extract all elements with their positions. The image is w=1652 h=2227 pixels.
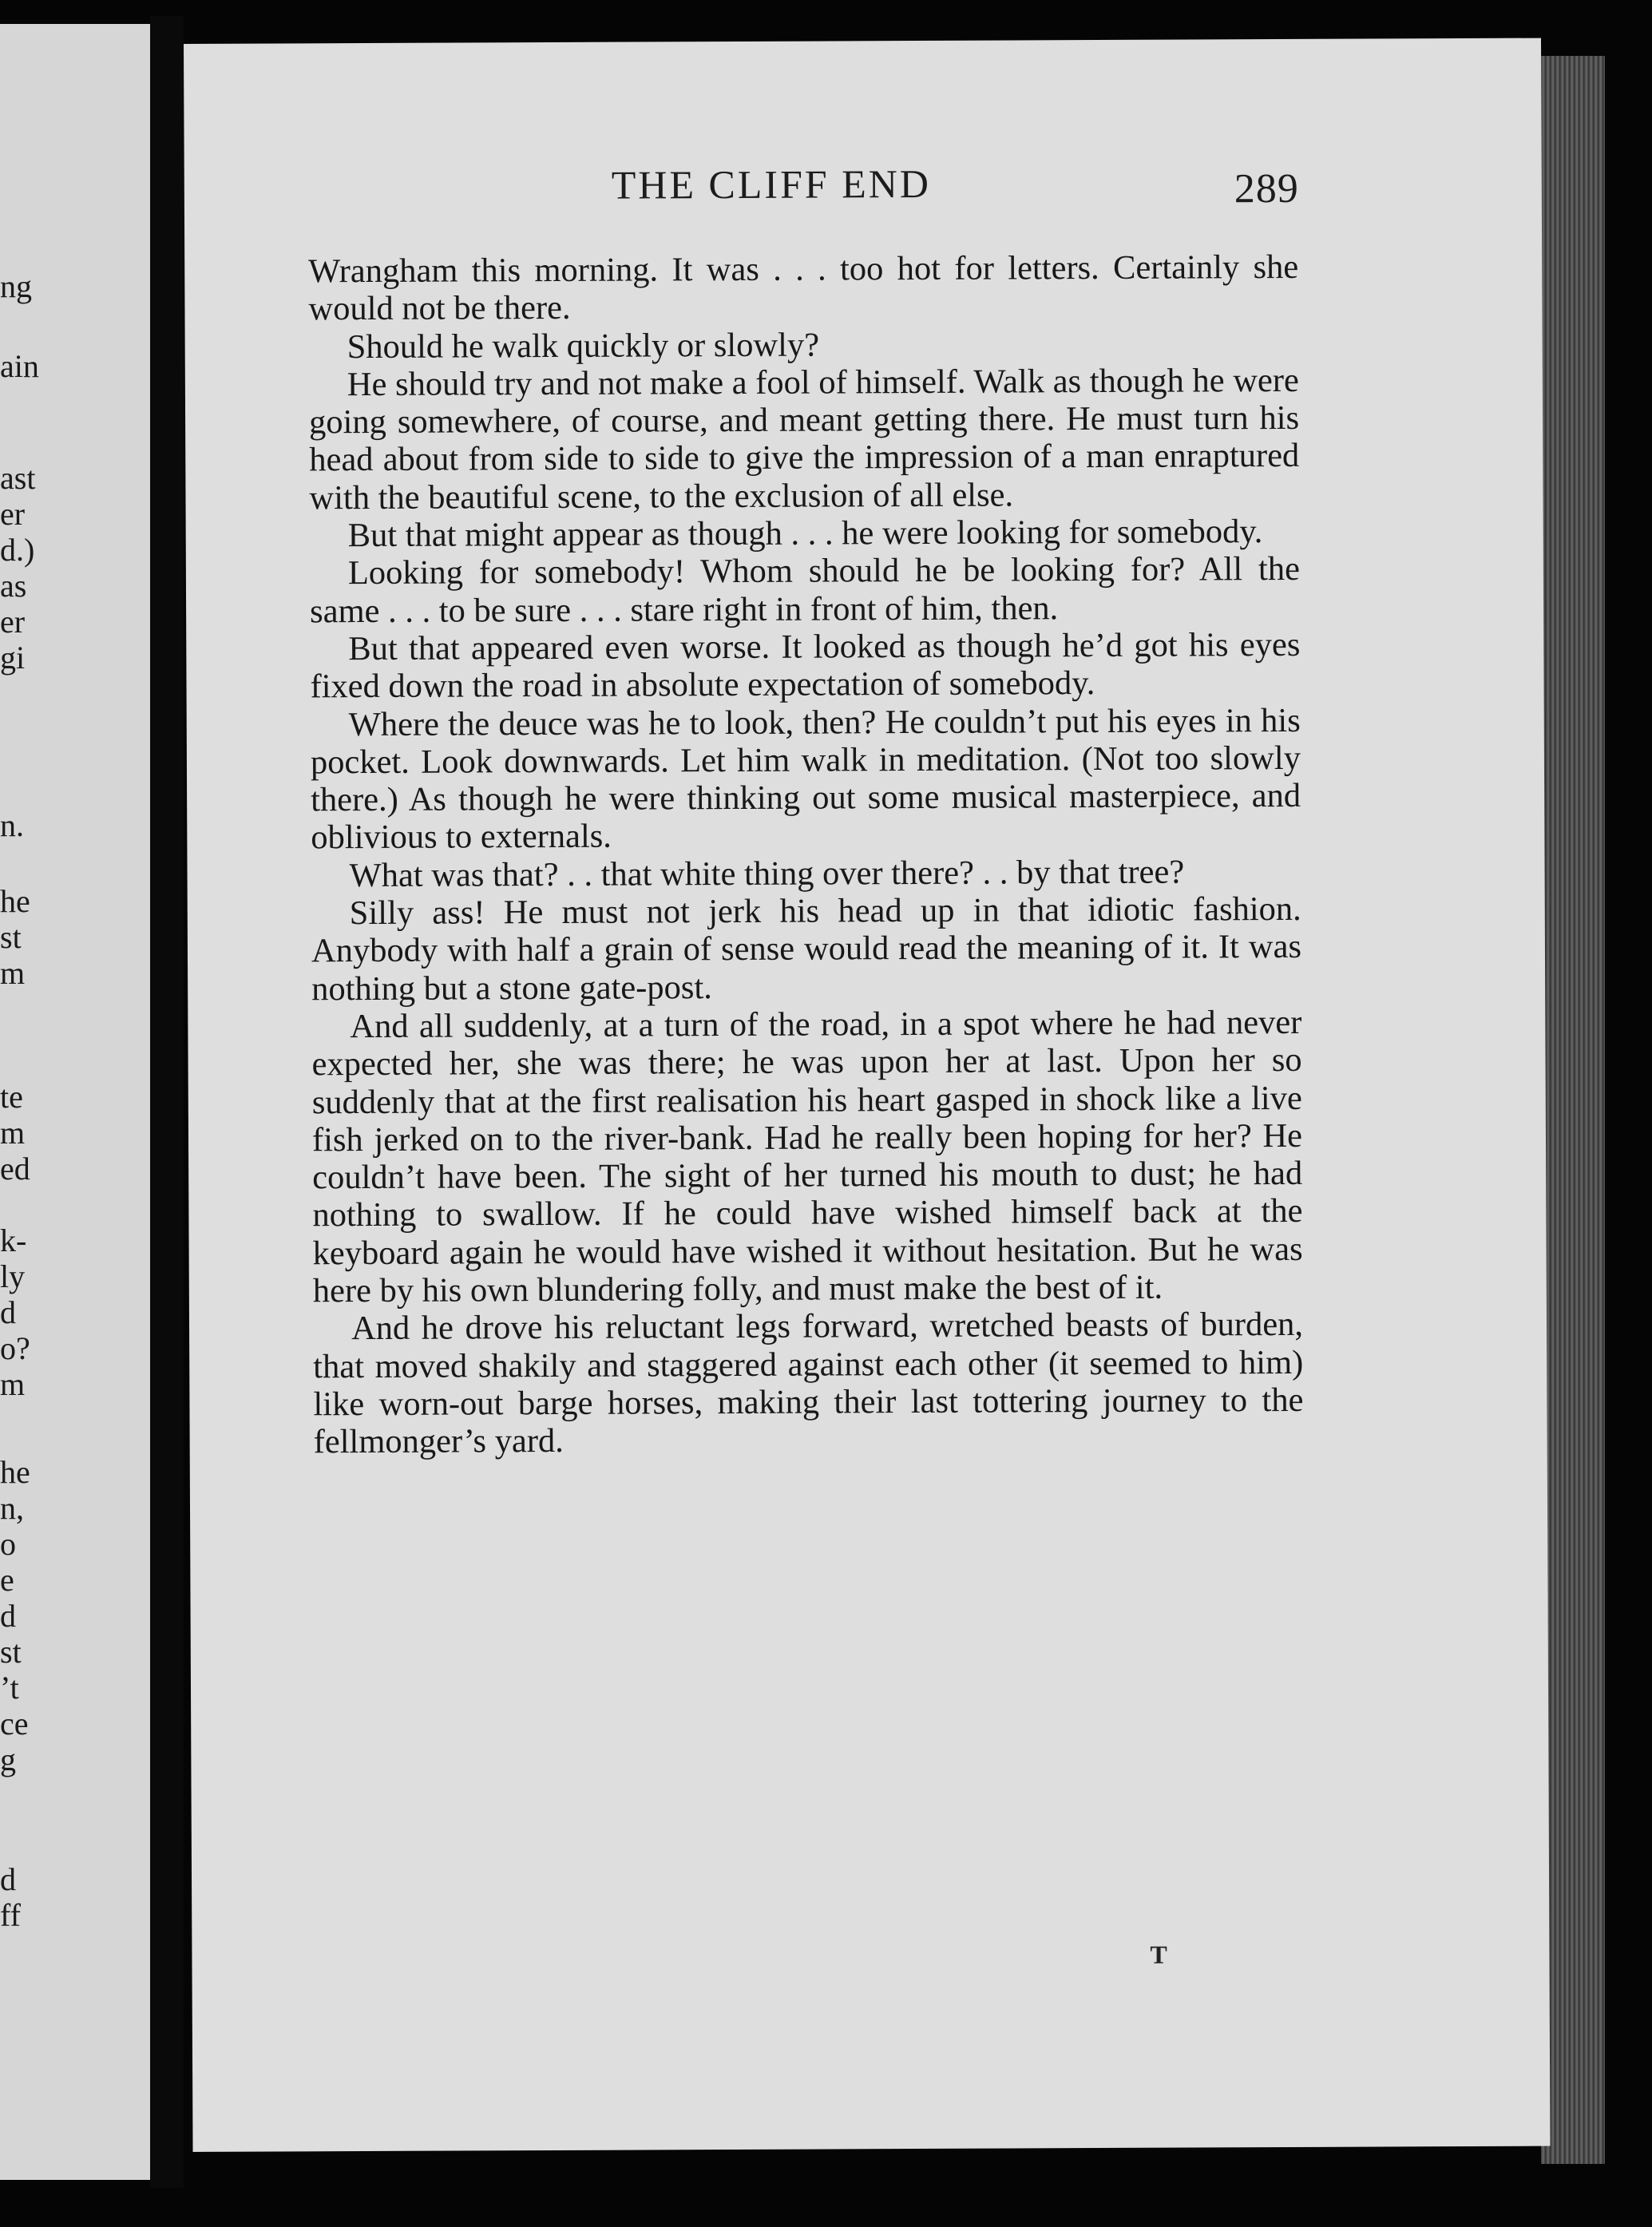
left-page-fragment: he [0, 883, 30, 919]
paragraph: Wrangham this morning. It was . . . too hot for letters. Certainly she would not be there. [308, 248, 1299, 328]
paragraph: Silly ass! He must not jerk his head up in that idiotic fashion. Anybody with half a grain of sense would read the meaning of it. It was nothing but a stone gate-post. [311, 890, 1302, 1008]
left-page-fragment: ly [0, 1258, 26, 1294]
left-page-fragment: ’t [0, 1670, 19, 1706]
left-page-fragment: ng [0, 268, 32, 304]
left-page-fragment: ff [0, 1897, 21, 1933]
left-page-fragment: n. [0, 807, 24, 843]
left-page-fragment: ce [0, 1706, 29, 1742]
left-page-text-fragments [0, 24, 48, 2180]
book-page [184, 38, 1551, 2152]
left-page-fragment: m [0, 1115, 26, 1151]
running-head [184, 158, 1542, 212]
left-page-fragment: as [0, 568, 27, 604]
left-page-fragment: te [0, 1079, 23, 1115]
left-page-fragment: ast [0, 460, 36, 496]
paragraph: He should try and not make a fool of himself. Walk as though he were going somewhere, of course, and meant getting there. He must turn his head about from side to side to give the impression of a man enraptured with the beautiful scene, to the exclusion of all else. [308, 361, 1300, 517]
left-page-fragment: o? [0, 1330, 30, 1366]
paragraph: Should he walk quickly or slowly? [347, 326, 820, 366]
left-page-fragment: st [0, 919, 22, 955]
left-page-fragment: er [0, 604, 26, 640]
left-page-fragment: m [0, 1366, 26, 1402]
paragraph: And he drove his reluctant legs forward, wretched beasts of burden, that moved shakily and staggered against each other (it seemed to him) like worn-out barge horses, making their last tottering journey to the fellmonger’s yard. [313, 1306, 1304, 1461]
left-page-fragment: o [0, 1526, 16, 1562]
paragraph: What was that? . . that white thing over there? . . by that tree? [349, 853, 1185, 894]
left-page-fragment: st [0, 1634, 22, 1670]
left-page-fragment: d [0, 1861, 16, 1897]
page-number: 289 [1234, 165, 1299, 212]
left-page-fragment: ed [0, 1151, 30, 1187]
left-page-fragment: er [0, 496, 26, 532]
body-text [308, 248, 1304, 1461]
paragraph: But that appeared even worse. It looked as though he’d got his eyes fixed down the road in absolute expectation of somebody. [310, 625, 1301, 706]
left-page-fragment: he [0, 1454, 30, 1490]
paragraph: But that might appear as though . . . he were looking for somebody. [347, 513, 1263, 555]
paragraph: And all suddenly, at a turn of the road, in a spot where he had never expected her, she was there; he was upon her at last. Upon her so suddenly that at the first realisation his heart gasped in shock like a live fish jerked on to the river-bank. Had he really been hoping for her? He couldn’t have been. The sight of her turned his mouth to dust; he had nothing to swallow. If he could have wished himself back at the keyboard again he would have wished it without hesitation. But he was here by his own blundering folly, and must make the best of it. [311, 1003, 1303, 1310]
signature-mark: T [1150, 1940, 1167, 1969]
book-gutter [150, 16, 184, 2188]
left-page-fragment: d.) [0, 532, 35, 568]
paragraph: Where the deuce was he to look, then? He couldn’t put his eyes in his pocket. Look downwards. Let him walk in meditation. (Not too slowly there.) As though he were thinking out some musical masterpiece, and oblivious to externals. [310, 701, 1301, 857]
left-page-fragment: m [0, 955, 26, 991]
paragraph: Looking for somebody! Whom should he be looking for? All the same . . . to be sure . . . stare right in front of him, then. [309, 550, 1300, 630]
page-edges [1541, 56, 1605, 2164]
left-page-fragment: e [0, 1562, 14, 1598]
left-page-fragment: d [0, 1294, 16, 1330]
left-page-fragment: gi [0, 640, 26, 676]
left-page-fragment: g [0, 1742, 16, 1777]
running-title: THE CLIFF END [611, 160, 932, 208]
left-facing-page [0, 24, 150, 2180]
left-page-fragment: n, [0, 1490, 24, 1526]
left-page-fragment: k- [0, 1222, 27, 1258]
left-page-fragment: ain [0, 348, 39, 384]
left-page-fragment: d [0, 1598, 16, 1634]
